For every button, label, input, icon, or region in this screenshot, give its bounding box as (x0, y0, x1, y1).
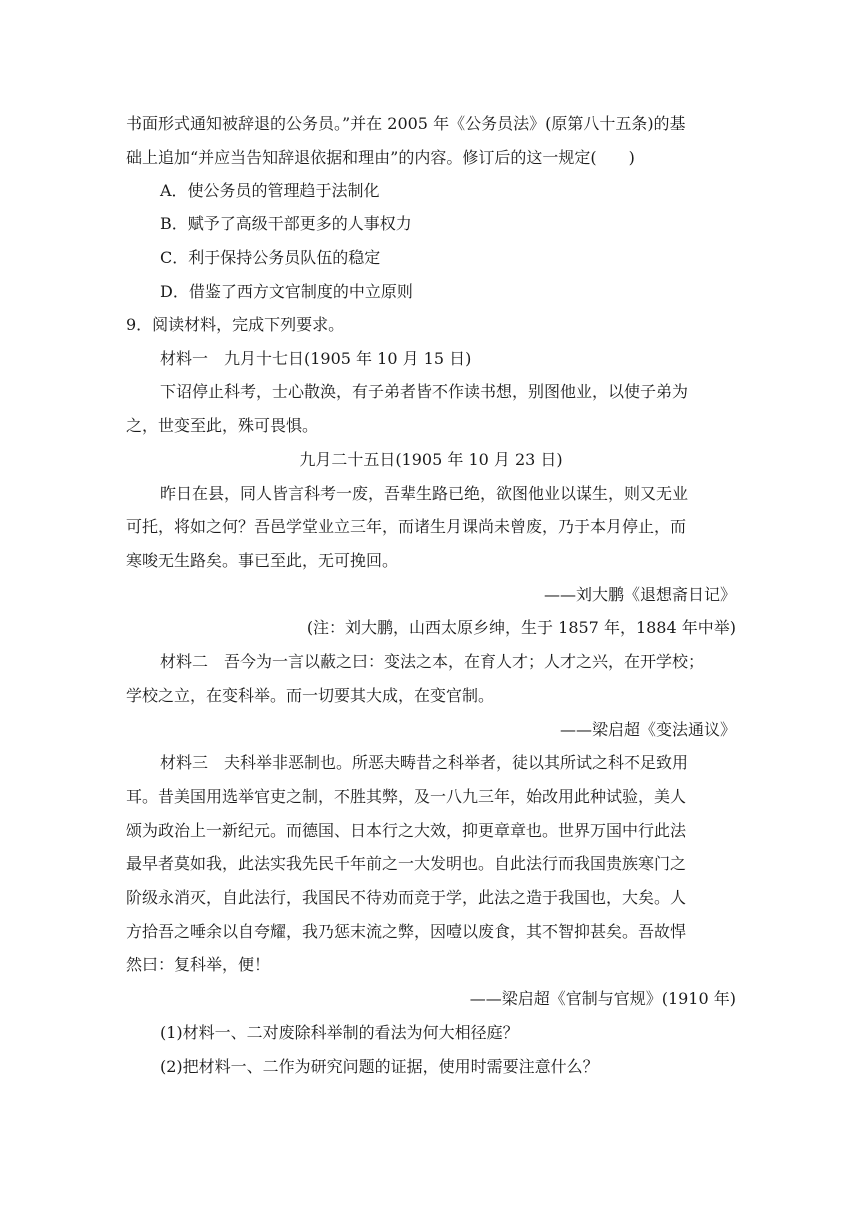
material-3-line-5: 阶级永消灭，自此法行，我国民不待劝而竞于学，此法之造于我国也，大矣。人 (126, 888, 687, 907)
q8-option-a: A．使公务员的管理趋于法制化 (160, 181, 380, 200)
material-3-line-6: 方拾吾之唾余以自夸耀，我乃惩末流之弊，因噎以废食，其不智抑甚矣。吾故悍 (126, 922, 687, 941)
material-2-source: ——梁启超《变法通议》 (559, 720, 736, 739)
material-3-source: ——梁启超《官制与官规》(1910 年) (469, 989, 736, 1008)
material-1-para-2-line-3: 寒唆无生路矣。事已至此，无可挽回。 (126, 551, 399, 570)
material-3-line-2: 耳。昔美国用选举官吏之制，不胜其弊，及一八九三年，始改用此种试验，美人 (126, 787, 687, 806)
q8-option-c: C．利于保持公务员队伍的稳定 (160, 248, 381, 267)
material-3-line-7: 然曰：复科举，便！ (126, 955, 271, 974)
material-1-source: ——刘大鹏《退想斋日记》 (543, 585, 736, 604)
q8-stem-line-1: 书面形式通知被辞退的公务员。”并在 2005 年《公务员法》(原第八十五条)的基 (126, 114, 686, 133)
material-1-para-1-line-2: 之，世变至此，殊可畏惧。 (126, 416, 319, 435)
material-2-line-1: 材料二 吾今为一言以蔽之曰：变法之本，在育人才；人才之兴，在开学校； (160, 652, 705, 671)
material-1-note: (注：刘大鹏，山西太原乡绅，生于 1857 年，1884 年中举) (306, 618, 736, 637)
sub-question-2: (2)把材料一、二作为研究问题的证据，使用时需要注意什么？ (160, 1057, 599, 1076)
q8-stem-line-2: 础上追加“并应当告知辞退依据和理由”的内容。修订后的这一规定( ) (126, 148, 635, 167)
material-3-line-1: 材料三 夫科举非恶制也。所恶夫畴昔之科举者，徒以其所试之科不足致用 (160, 753, 689, 772)
material-1-date-2: 九月二十五日(1905 年 10 月 23 日) (299, 450, 563, 469)
q8-option-b: B．赋予了高级干部更多的人事权力 (160, 214, 412, 233)
q8-option-d: D．借鉴了西方文官制度的中立原则 (160, 282, 413, 301)
material-1-para-2-line-1: 昨日在县，同人皆言科考一废，吾辈生路已绝，欲图他业以谋生，则又无业 (160, 484, 689, 503)
material-1-para-1-line-1: 下诏停止科考，士心散涣，有子弟者皆不作读书想，别图他业，以使子弟为 (160, 382, 689, 401)
material-3-line-3: 颂为政治上一新纪元。而德国、日本行之大效，抑更章章也。世界万国中行此法 (126, 821, 687, 840)
sub-question-1: (1)材料一、二对废除科举制的看法为何大相径庭？ (160, 1023, 519, 1042)
material-1-para-2-line-2: 可托，将如之何？吾邑学堂业立三年，而诸生月课尚未曾废，乃于本月停止，而 (126, 517, 687, 536)
material-1-date-1: 材料一 九月十七日(1905 年 10 月 15 日) (160, 349, 472, 368)
q9-header: 9．阅读材料，完成下列要求。 (126, 315, 345, 334)
material-3-line-4: 最早者莫如我，此法实我先民千年前之一大发明也。自此法行而我国贵族寒门之 (126, 854, 687, 873)
material-2-line-2: 学校之立，在变科举。而一切要其大成，在变官制。 (126, 686, 495, 705)
